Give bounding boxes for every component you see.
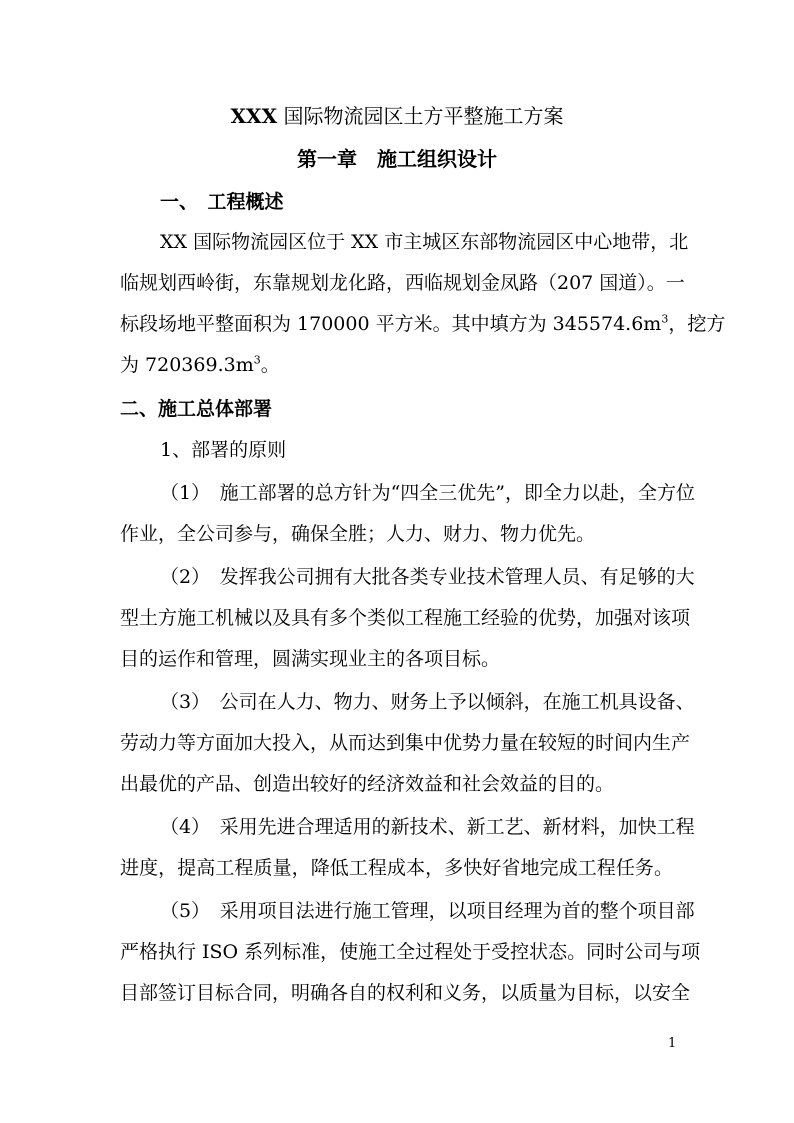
list-item-line: 劳动力等方面加大投入，从而达到集中优势力量在较短的时间内生产 bbox=[120, 732, 691, 754]
document-title bbox=[0, 104, 794, 128]
list-item-line: 目的运作和管理，圆满实现业主的各项目标。 bbox=[120, 648, 501, 670]
chapter-heading: 第一章 施工组织设计 bbox=[297, 147, 497, 171]
section-heading-deployment: 二、施工总体部署 bbox=[120, 398, 273, 420]
list-item-line: 作业，全公司参与，确保全胜；人力、财力、物力优先。 bbox=[120, 523, 596, 545]
list-item-line: 进度，提高工程质量，降低工程成本，多快好省地完成工程任务。 bbox=[120, 857, 673, 879]
paragraph-line bbox=[120, 312, 726, 336]
list-item-line: （5） 采用项目法进行施工管理，以项目经理为首的整个项目部 bbox=[160, 900, 695, 922]
list-item-line: （3） 公司在人力、物力、财务上予以倾斜，在施工机具设备、 bbox=[160, 691, 695, 713]
title-prefix: XXX bbox=[230, 104, 278, 128]
list-item-line: 目部签订目标合同，明确各自的权利和义务，以质量为目标，以安全 bbox=[120, 982, 691, 1004]
paragraph-line bbox=[120, 353, 280, 377]
list-item-line: 出最优的产品、创造出较好的经济效益和社会效益的目的。 bbox=[120, 773, 615, 795]
list-item-line: 严格执行 ISO 系列标准，使施工全过程处于受控状态。同时公司与项 bbox=[120, 941, 701, 963]
subsection-heading: 1、部署的原则 bbox=[160, 439, 287, 461]
line-text: 。 bbox=[260, 354, 280, 376]
superscript: 3 bbox=[661, 312, 669, 326]
list-item-line: （4） 采用先进合理适用的新技术、新工艺、新材料，加快工程 bbox=[160, 816, 695, 838]
line-text: 为 720369.3m bbox=[120, 354, 254, 376]
list-item-line: 型土方施工机械以及具有多个类似工程施工经验的优势，加强对该项 bbox=[120, 607, 691, 629]
superscript: 3 bbox=[253, 353, 261, 367]
list-item-line: （2） 发挥我公司拥有大批各类专业技术管理人员、有足够的大 bbox=[160, 566, 695, 588]
line-text: ，挖方 bbox=[668, 313, 726, 335]
title-text: 国际物流园区土方平整施工方案 bbox=[277, 104, 564, 128]
line-text: 标段场地平整面积为 170000 平方米。其中填方为 345574.6m bbox=[120, 313, 662, 335]
paragraph-line: 临规划西岭街，东靠规划龙化路，西临规划金凤路（207 国道）。一 bbox=[120, 272, 685, 294]
list-item-line: （1） 施工部署的总方针为“四全三优先”，即全力以赴，全方位 bbox=[160, 482, 696, 504]
section-heading-overview: 一、 工程概述 bbox=[160, 191, 284, 213]
page-number: 1 bbox=[668, 1036, 677, 1051]
paragraph-line: XX 国际物流园区位于 XX 市主城区东部物流园区中心地带，北 bbox=[160, 231, 689, 253]
